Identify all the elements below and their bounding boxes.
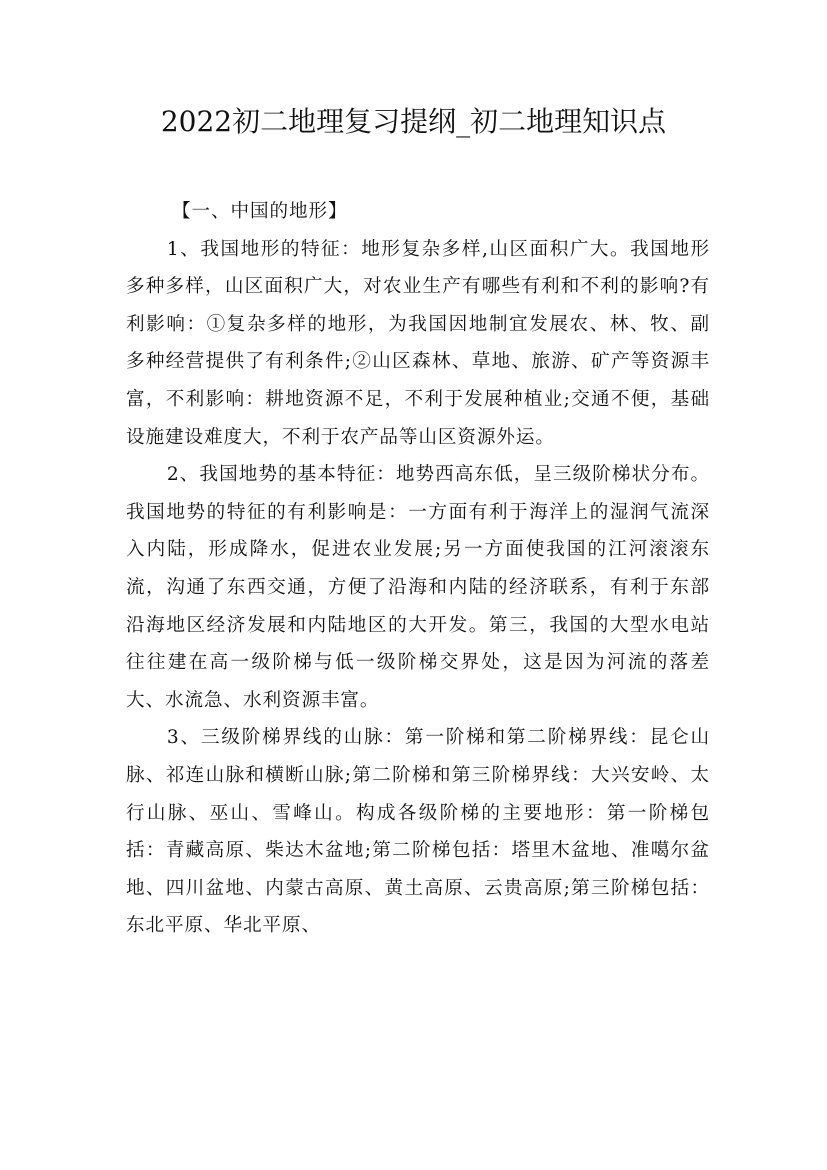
document-body bbox=[126, 193, 710, 945]
page-title: 2022初二地理复习提纲_初二地理知识点 bbox=[160, 105, 667, 138]
paragraph-terrain-features: 1、我国地形的特征：地形复杂多样,山区面积广大。我国地形多种多样，山区面积广大，对农业生产有哪些有利和不利的影响?有利影响：①复杂多样的地形，为我国因地制宜发展农、林、牧、副多种经营提供了有利条件;②山区森林、草地、旅游、矿产等资源丰富，不利影响：耕地资源不足，不利于发展种植业;交通不便，基础设施建设难度大，不利于农产品等山区资源外运。 bbox=[126, 238, 710, 448]
paragraph-elevation-features: 2、我国地势的基本特征：地势西高东低，呈三级阶梯状分布。我国地势的特征的有利影响是：一方面有利于海洋上的湿润气流深入内陆，形成降水，促进农业发展;另一方面使我国的江河滚滚东流，沟通了东西交通，方便了沿海和内陆的经济联系，有利于东部沿海地区经济发展和内陆地区的大开发。第三，我国的大型水电站往往建在高一级阶梯与低一级阶梯交界处，这是因为河流的落差大、水流急、水利资源丰富。 bbox=[126, 464, 710, 711]
paragraph-staircase-boundaries: 3、三级阶梯界线的山脉：第一阶梯和第二阶梯界线：昆仑山脉、祁连山脉和横断山脉;第二阶梯和第三阶梯界线：大兴安岭、太行山脉、巫山、雪峰山。构成各级阶梯的主要地形：第一阶梯包括：青藏高原、柴达木盆地;第二阶梯包括：塔里木盆地、准噶尔盆地、四川盆地、内蒙古高原、黄土高原、云贵高原;第三阶梯包括：东北平原、华北平原、 bbox=[126, 727, 710, 937]
section-heading: 【一、中国的地形】 bbox=[172, 201, 348, 222]
